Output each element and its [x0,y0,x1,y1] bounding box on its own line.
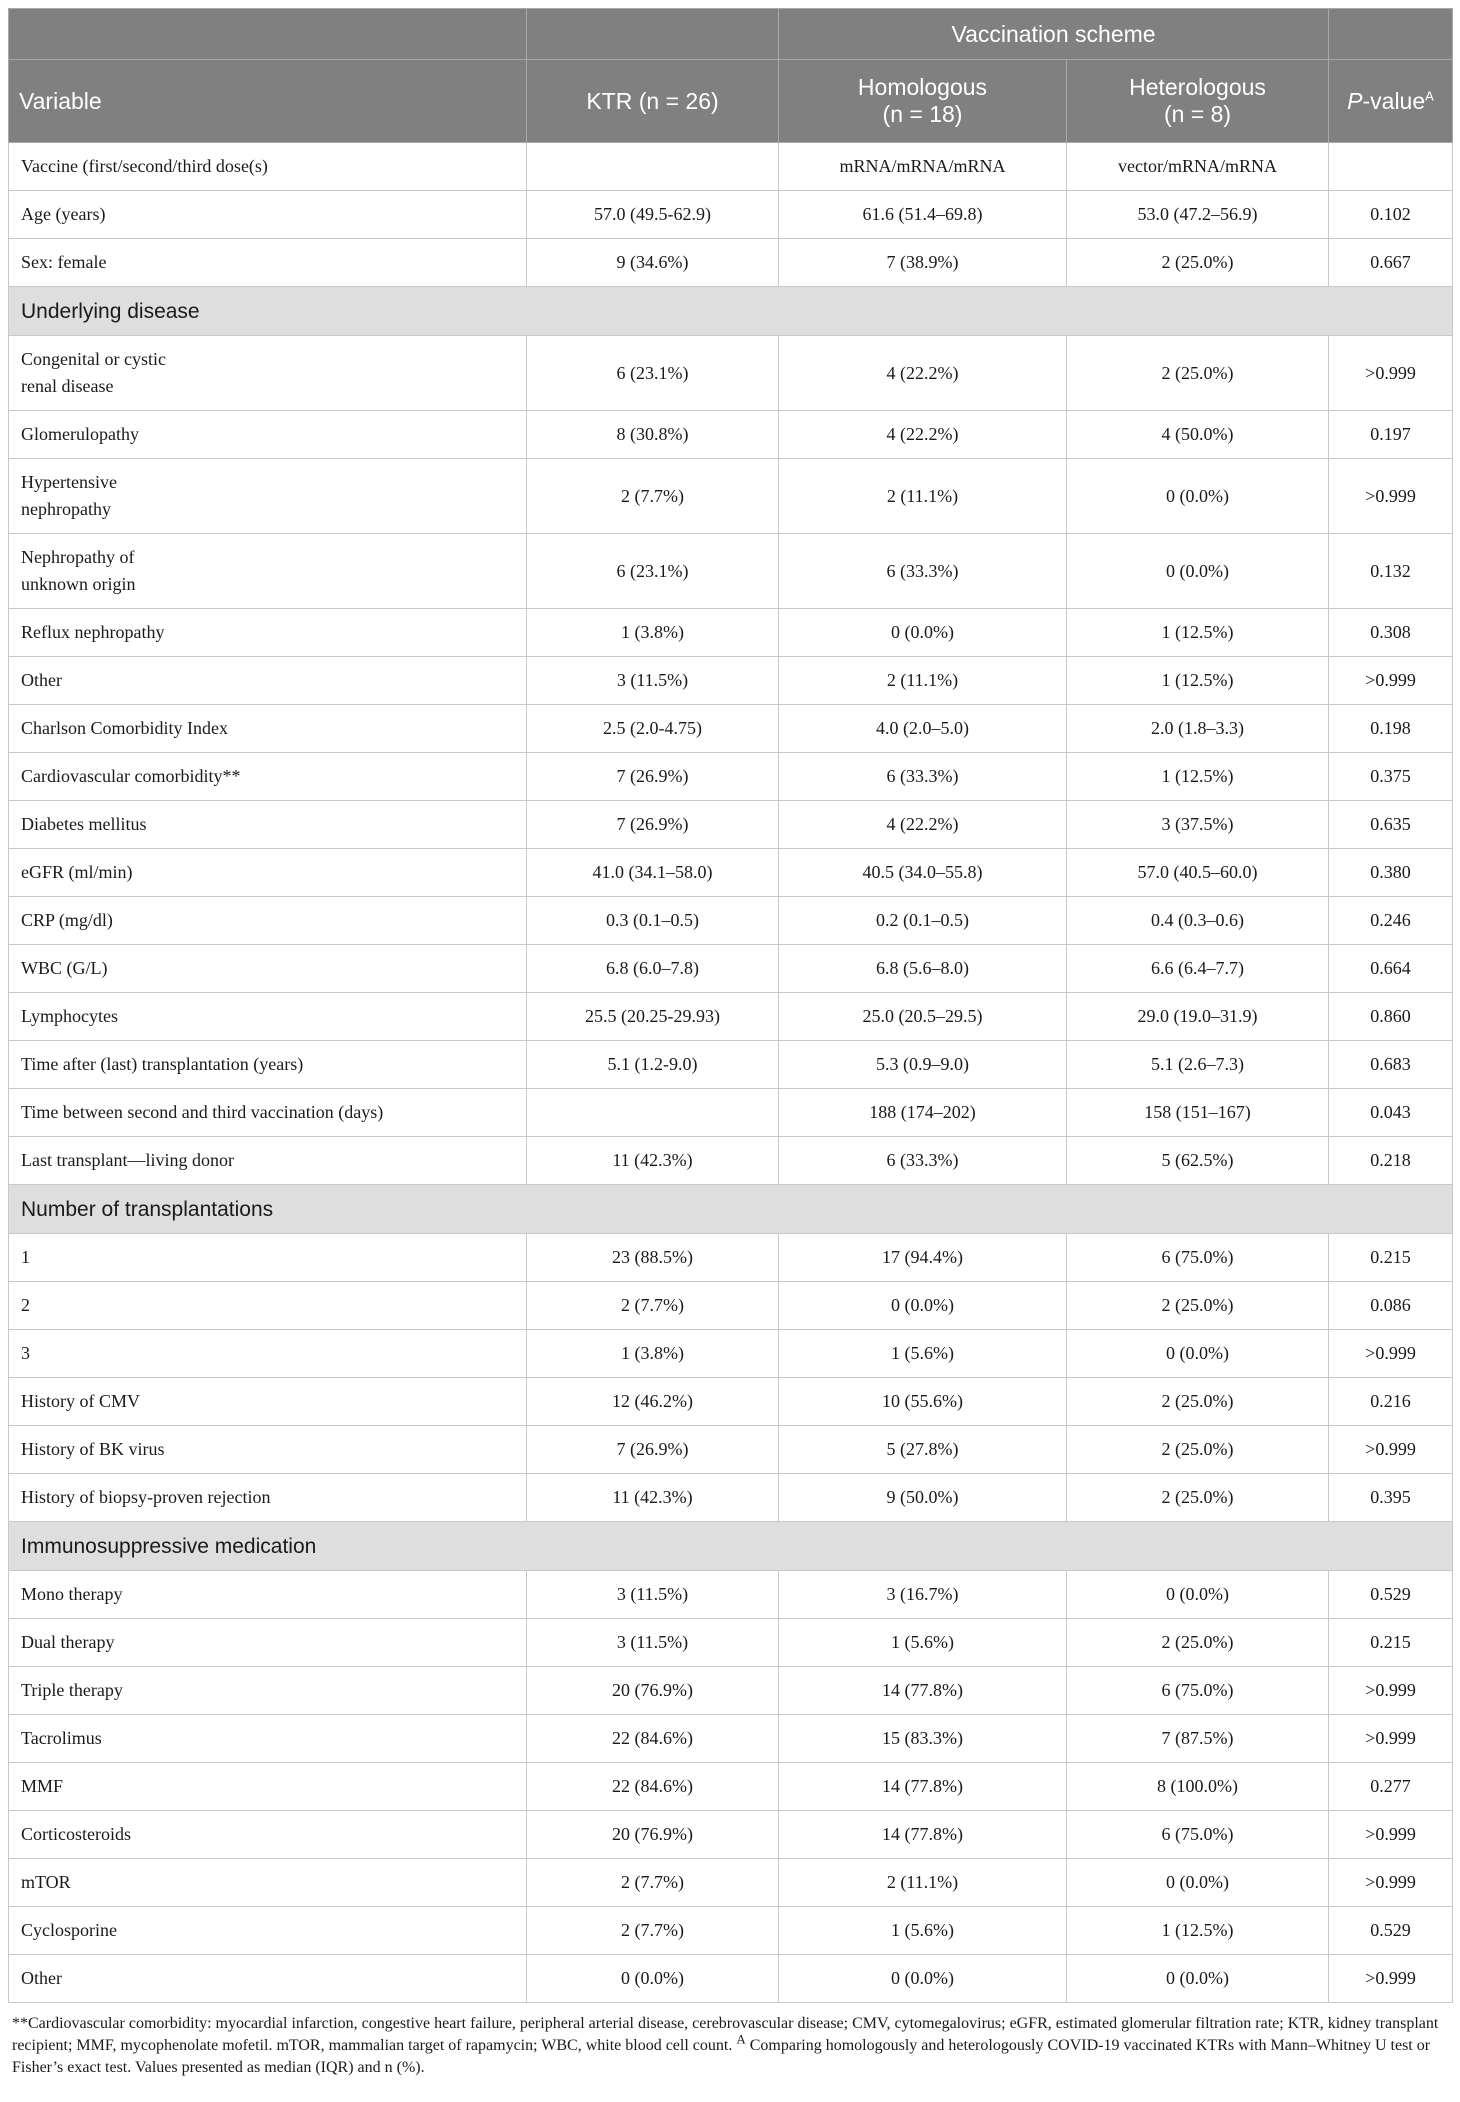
header-blank-cell [9,9,527,60]
row-label-cell: Diabetes mellitus [9,801,527,849]
row-label-cell: Time between second and third vaccination (days) [9,1089,527,1137]
homologous-value-cell: 1 (5.6%) [779,1619,1067,1667]
heterologous-value-cell: 5 (62.5%) [1067,1137,1329,1185]
p-value-cell: 0.215 [1329,1234,1453,1282]
heterologous-value-cell: 0 (0.0%) [1067,1955,1329,2003]
p-value-cell: >0.999 [1329,1426,1453,1474]
footnote-main-text: **Cardiovascular comorbidity: myocardial infarction, congestive heart failure, peripheral arterial disease, cerebrovascular disease; CMV, cytomegalovirus; eGFR, estimated glomerular filtration rate; KTR, kidney transplant recipient; MMF, mycophenolate mofetil. mTOR, mammalian target of rapamycin; WBC, white blood cell count. [12,2015,1439,2054]
homologous-value-cell: 14 (77.8%) [779,1811,1067,1859]
ktr-value-cell: 2 (7.7%) [527,1859,779,1907]
homologous-value-cell: 6 (33.3%) [779,534,1067,609]
homologous-value-cell: 2 (11.1%) [779,1859,1067,1907]
row-label-cell: Age (years) [9,191,527,239]
table-row [9,705,1453,753]
ktr-value-cell: 11 (42.3%) [527,1137,779,1185]
table-row [9,993,1453,1041]
table-row [9,1089,1453,1137]
ktr-value-cell [527,143,779,191]
ktr-value-cell: 0 (0.0%) [527,1955,779,2003]
homologous-value-cell: 6 (33.3%) [779,753,1067,801]
table-row [9,657,1453,705]
p-value-cell: 0.246 [1329,897,1453,945]
header-blank-cell [527,9,779,60]
p-value-cell: 0.086 [1329,1282,1453,1330]
ktr-value-cell: 8 (30.8%) [527,411,779,459]
p-value-cell: 0.198 [1329,705,1453,753]
ktr-value-cell: 0.3 (0.1–0.5) [527,897,779,945]
p-value-cell: 0.375 [1329,753,1453,801]
ktr-value-cell: 57.0 (49.5-62.9) [527,191,779,239]
heterologous-value-cell: 57.0 (40.5–60.0) [1067,849,1329,897]
table-row [9,801,1453,849]
row-label-line1: Congenital or cystic [21,349,166,369]
heterologous-value-cell: 6 (75.0%) [1067,1811,1329,1859]
ktr-value-cell: 11 (42.3%) [527,1474,779,1522]
p-value-cell: >0.999 [1329,1811,1453,1859]
row-label-cell: Vaccine (first/second/third dose(s) [9,143,527,191]
row-label-cell: Charlson Comorbidity Index [9,705,527,753]
p-value-cell: 0.395 [1329,1474,1453,1522]
homologous-value-cell: mRNA/mRNA/mRNA [779,143,1067,191]
table-row [9,191,1453,239]
heterologous-value-cell: 3 (37.5%) [1067,801,1329,849]
variable-column-header: Variable [9,60,527,143]
section-heading: Underlying disease [9,287,1453,336]
p-value-cell: 0.218 [1329,1137,1453,1185]
row-label-cell: eGFR (ml/min) [9,849,527,897]
section-heading: Number of transplantations [9,1185,1453,1234]
p-value-cell: 0.216 [1329,1378,1453,1426]
section-row [9,287,1453,336]
homologous-value-cell: 3 (16.7%) [779,1571,1067,1619]
table-footnote [8,2013,1452,2079]
row-label-cell: Cardiovascular comorbidity** [9,753,527,801]
p-value-footnote-mark: A [1425,87,1434,103]
table-row [9,1955,1453,2003]
table-row [9,1859,1453,1907]
ktr-value-cell: 20 (76.9%) [527,1667,779,1715]
table-row [9,1763,1453,1811]
ktr-value-cell: 23 (88.5%) [527,1234,779,1282]
table-row [9,945,1453,993]
header-row-group [9,9,1453,60]
heterologous-value-cell: 6 (75.0%) [1067,1234,1329,1282]
table-row [9,336,1453,411]
heterologous-value-cell: 29.0 (19.0–31.9) [1067,993,1329,1041]
heterologous-value-cell: 0 (0.0%) [1067,534,1329,609]
homologous-value-cell: 10 (55.6%) [779,1378,1067,1426]
p-value-cell: >0.999 [1329,1955,1453,2003]
ktr-value-cell: 1 (3.8%) [527,609,779,657]
heterologous-value-cell: vector/mRNA/mRNA [1067,143,1329,191]
ktr-value-cell: 22 (84.6%) [527,1763,779,1811]
homologous-value-cell: 0.2 (0.1–0.5) [779,897,1067,945]
row-label-cell: Mono therapy [9,1571,527,1619]
row-label-cell: 3 [9,1330,527,1378]
homologous-column-header [779,60,1067,143]
ktr-value-cell: 2 (7.7%) [527,1282,779,1330]
row-label-line2: nephropathy [21,499,111,519]
heterologous-value-cell: 53.0 (47.2–56.9) [1067,191,1329,239]
row-label-cell [9,534,527,609]
footnote-superscript: A [736,2031,746,2047]
row-label-cell: Tacrolimus [9,1715,527,1763]
p-value-cell: 0.308 [1329,609,1453,657]
heterologous-value-cell: 1 (12.5%) [1067,753,1329,801]
table-row [9,753,1453,801]
p-value-cell: 0.215 [1329,1619,1453,1667]
table-row [9,1137,1453,1185]
ktr-value-cell: 3 (11.5%) [527,1571,779,1619]
row-label-line1: Hypertensive [21,472,117,492]
table-row [9,1667,1453,1715]
table-row [9,1571,1453,1619]
row-label-cell: Dual therapy [9,1619,527,1667]
homologous-value-cell: 2 (11.1%) [779,657,1067,705]
table-row [9,609,1453,657]
ktr-value-cell: 7 (26.9%) [527,1426,779,1474]
row-label-cell: Time after (last) transplantation (years) [9,1041,527,1089]
heterologous-value-cell: 0 (0.0%) [1067,1571,1329,1619]
row-label-cell: Last transplant—living donor [9,1137,527,1185]
heterologous-value-cell: 4 (50.0%) [1067,411,1329,459]
homologous-value-cell: 14 (77.8%) [779,1763,1067,1811]
ktr-value-cell: 9 (34.6%) [527,239,779,287]
table-row [9,1715,1453,1763]
table-row [9,849,1453,897]
table-body [9,143,1453,2003]
row-label-cell: Sex: female [9,239,527,287]
p-value-cell: 0.667 [1329,239,1453,287]
heterologous-header-line1: Heterologous [1129,74,1266,100]
homologous-value-cell: 0 (0.0%) [779,609,1067,657]
homologous-value-cell: 5.3 (0.9–9.0) [779,1041,1067,1089]
table-row [9,239,1453,287]
heterologous-value-cell: 2 (25.0%) [1067,1619,1329,1667]
table-row [9,897,1453,945]
section-row [9,1185,1453,1234]
row-label-cell: 1 [9,1234,527,1282]
table-row [9,1234,1453,1282]
row-label-line2: renal disease [21,376,114,396]
homologous-value-cell: 15 (83.3%) [779,1715,1067,1763]
homologous-value-cell: 4 (22.2%) [779,411,1067,459]
heterologous-value-cell: 1 (12.5%) [1067,1907,1329,1955]
p-value-cell: 0.277 [1329,1763,1453,1811]
ktr-value-cell: 2 (7.7%) [527,459,779,534]
homologous-value-cell: 6 (33.3%) [779,1137,1067,1185]
p-value-cell [1329,143,1453,191]
row-label-cell: Cyclosporine [9,1907,527,1955]
p-value-cell: 0.380 [1329,849,1453,897]
p-value-cell: 0.043 [1329,1089,1453,1137]
p-value-cell: 0.683 [1329,1041,1453,1089]
homologous-value-cell: 6.8 (5.6–8.0) [779,945,1067,993]
ktr-value-cell: 25.5 (20.25-29.93) [527,993,779,1041]
row-label-cell [9,336,527,411]
heterologous-value-cell: 5.1 (2.6–7.3) [1067,1041,1329,1089]
row-label-line1: Nephropathy of [21,547,135,567]
row-label-cell: mTOR [9,1859,527,1907]
p-value-header-text: -value [1362,87,1426,114]
homologous-value-cell: 2 (11.1%) [779,459,1067,534]
heterologous-value-cell: 0 (0.0%) [1067,459,1329,534]
p-value-cell: >0.999 [1329,336,1453,411]
homologous-value-cell: 1 (5.6%) [779,1907,1067,1955]
ktr-value-cell: 1 (3.8%) [527,1330,779,1378]
row-label-line2: unknown origin [21,574,136,594]
p-value-cell: 0.197 [1329,411,1453,459]
heterologous-value-cell: 2 (25.0%) [1067,239,1329,287]
heterologous-value-cell: 2 (25.0%) [1067,1426,1329,1474]
heterologous-value-cell: 1 (12.5%) [1067,609,1329,657]
table-row [9,143,1453,191]
homologous-value-cell: 17 (94.4%) [779,1234,1067,1282]
p-value-column-header [1329,60,1453,143]
ktr-value-cell: 41.0 (34.1–58.0) [527,849,779,897]
ktr-value-cell: 5.1 (1.2-9.0) [527,1041,779,1089]
heterologous-value-cell: 0 (0.0%) [1067,1859,1329,1907]
ktr-value-cell: 3 (11.5%) [527,657,779,705]
homologous-value-cell: 0 (0.0%) [779,1282,1067,1330]
heterologous-value-cell: 0.4 (0.3–0.6) [1067,897,1329,945]
table-row [9,1811,1453,1859]
homologous-value-cell: 25.0 (20.5–29.5) [779,993,1067,1041]
table-row [9,1907,1453,1955]
row-label-cell: Lymphocytes [9,993,527,1041]
table-row [9,1474,1453,1522]
p-value-cell: >0.999 [1329,657,1453,705]
ktr-value-cell: 22 (84.6%) [527,1715,779,1763]
heterologous-value-cell: 8 (100.0%) [1067,1763,1329,1811]
characteristics-table [8,8,1453,2003]
homologous-value-cell: 61.6 (51.4–69.8) [779,191,1067,239]
row-label-cell: History of CMV [9,1378,527,1426]
footnote-end-text: Comparing homologously and heterologously COVID-19 vaccinated KTRs with Mann–Whitney U test or Fisher’s exact test. Values presented as median (IQR) and n (%). [12,2037,1431,2076]
ktr-value-cell: 6 (23.1%) [527,534,779,609]
row-label-cell: History of BK virus [9,1426,527,1474]
p-value-cell: 0.102 [1329,191,1453,239]
row-label-cell: Reflux nephropathy [9,609,527,657]
section-row [9,1522,1453,1571]
p-value-cell: 0.529 [1329,1571,1453,1619]
p-value-cell: >0.999 [1329,1330,1453,1378]
p-value-cell: 0.529 [1329,1907,1453,1955]
row-label-cell: Corticosteroids [9,1811,527,1859]
ktr-value-cell: 12 (46.2%) [527,1378,779,1426]
heterologous-value-cell: 2.0 (1.8–3.3) [1067,705,1329,753]
section-heading: Immunosuppressive medication [9,1522,1453,1571]
homologous-value-cell: 0 (0.0%) [779,1955,1067,2003]
table-row [9,1619,1453,1667]
header-blank-cell [1329,9,1453,60]
homologous-value-cell: 9 (50.0%) [779,1474,1067,1522]
heterologous-value-cell: 2 (25.0%) [1067,1282,1329,1330]
ktr-value-cell: 6.8 (6.0–7.8) [527,945,779,993]
ktr-value-cell: 2.5 (2.0-4.75) [527,705,779,753]
row-label-cell: CRP (mg/dl) [9,897,527,945]
row-label-cell [9,459,527,534]
homologous-value-cell: 5 (27.8%) [779,1426,1067,1474]
heterologous-value-cell: 1 (12.5%) [1067,657,1329,705]
homologous-value-cell: 4 (22.2%) [779,801,1067,849]
ktr-value-cell: 7 (26.9%) [527,801,779,849]
row-label-cell: WBC (G/L) [9,945,527,993]
heterologous-value-cell: 0 (0.0%) [1067,1330,1329,1378]
ktr-value-cell [527,1089,779,1137]
ktr-value-cell: 3 (11.5%) [527,1619,779,1667]
heterologous-value-cell: 6 (75.0%) [1067,1667,1329,1715]
table-row [9,1330,1453,1378]
ktr-value-cell: 2 (7.7%) [527,1907,779,1955]
vaccination-scheme-header: Vaccination scheme [779,9,1329,60]
p-value-cell: 0.860 [1329,993,1453,1041]
p-value-cell: >0.999 [1329,1859,1453,1907]
homologous-value-cell: 188 (174–202) [779,1089,1067,1137]
heterologous-value-cell: 158 (151–167) [1067,1089,1329,1137]
homologous-header-line1: Homologous [857,74,988,100]
table-row [9,411,1453,459]
header-row-columns [9,60,1453,143]
row-label-cell: Triple therapy [9,1667,527,1715]
row-label-cell: Other [9,1955,527,2003]
p-value-cell: >0.999 [1329,459,1453,534]
row-label-cell: 2 [9,1282,527,1330]
table-row [9,1426,1453,1474]
p-value-italic-p: P [1347,87,1363,114]
heterologous-value-cell: 7 (87.5%) [1067,1715,1329,1763]
ktr-value-cell: 7 (26.9%) [527,753,779,801]
homologous-value-cell: 40.5 (34.0–55.8) [779,849,1067,897]
homologous-value-cell: 7 (38.9%) [779,239,1067,287]
row-label-cell: MMF [9,1763,527,1811]
heterologous-value-cell: 2 (25.0%) [1067,1474,1329,1522]
homologous-value-cell: 4.0 (2.0–5.0) [779,705,1067,753]
table-row [9,459,1453,534]
homologous-header-line2: (n = 18) [882,101,963,127]
p-value-cell: >0.999 [1329,1715,1453,1763]
heterologous-value-cell: 2 (25.0%) [1067,1378,1329,1426]
homologous-value-cell: 1 (5.6%) [779,1330,1067,1378]
row-label-cell: Other [9,657,527,705]
homologous-value-cell: 14 (77.8%) [779,1667,1067,1715]
p-value-cell: 0.635 [1329,801,1453,849]
table-row [9,1282,1453,1330]
table-row [9,1041,1453,1089]
heterologous-value-cell: 6.6 (6.4–7.7) [1067,945,1329,993]
homologous-value-cell: 4 (22.2%) [779,336,1067,411]
ktr-value-cell: 20 (76.9%) [527,1811,779,1859]
table-row [9,1378,1453,1426]
row-label-cell: Glomerulopathy [9,411,527,459]
ktr-value-cell: 6 (23.1%) [527,336,779,411]
heterologous-column-header [1067,60,1329,143]
p-value-cell: 0.132 [1329,534,1453,609]
table-header [9,9,1453,143]
p-value-cell: >0.999 [1329,1667,1453,1715]
p-value-cell: 0.664 [1329,945,1453,993]
table-row [9,534,1453,609]
heterologous-value-cell: 2 (25.0%) [1067,336,1329,411]
heterologous-header-line2: (n = 8) [1163,101,1232,127]
row-label-cell: History of biopsy-proven rejection [9,1474,527,1522]
table-container [8,8,1452,2079]
ktr-column-header: KTR (n = 26) [527,60,779,143]
